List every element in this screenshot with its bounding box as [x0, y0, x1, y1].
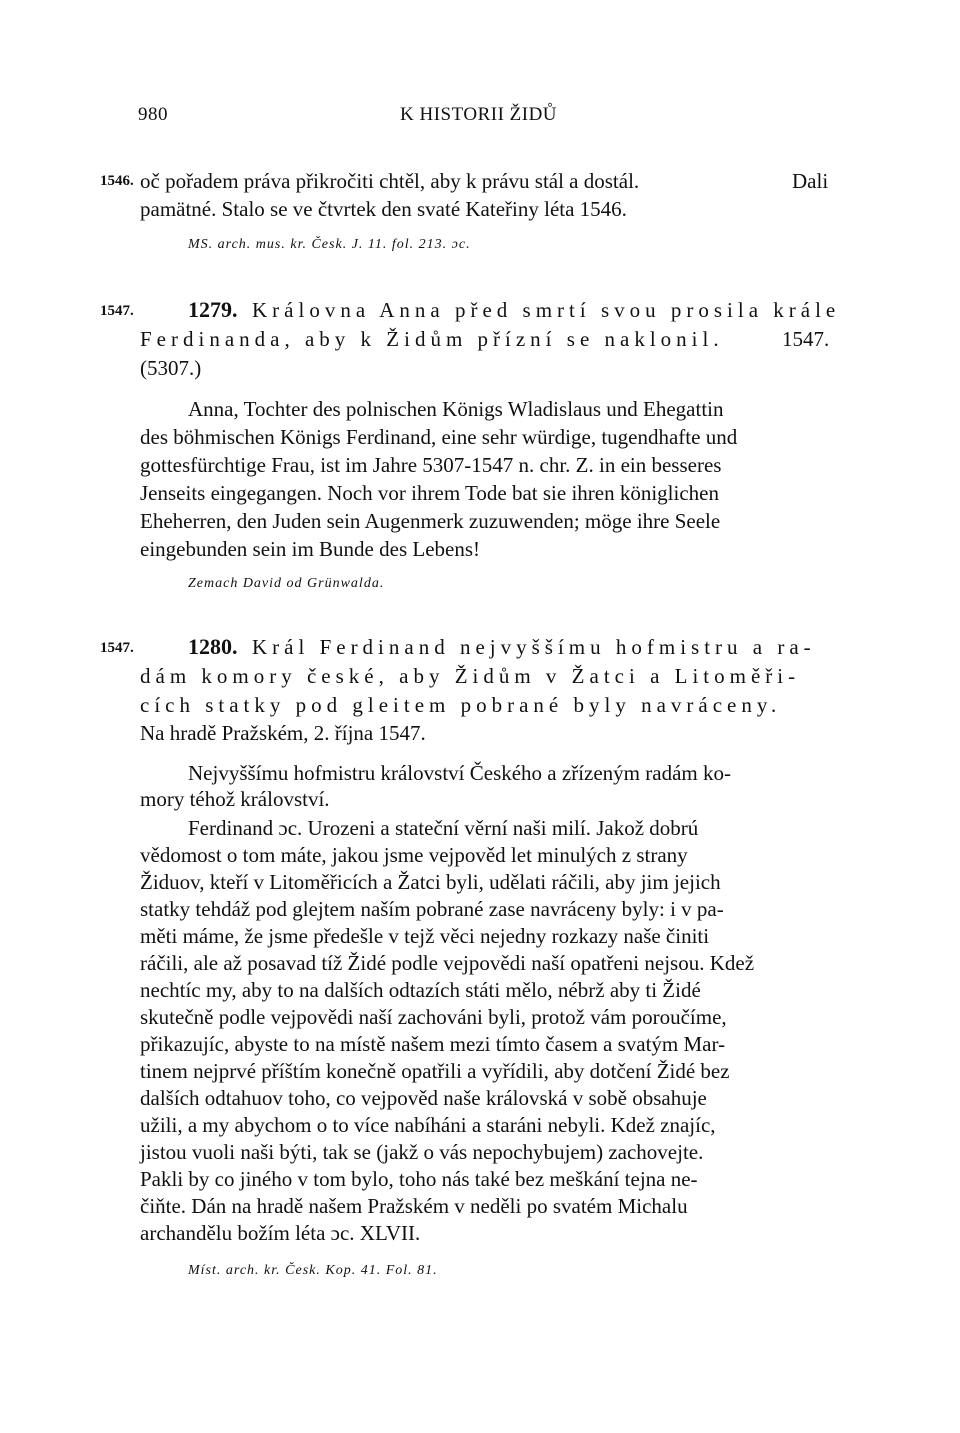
text-line: skutečně podle vejpovědi naší zachováni byli, protož vám poroučíme, — [140, 1005, 727, 1029]
text-line: Eheherren, den Juden sein Augenmerk zuzuwenden; möge ihre Seele — [140, 509, 721, 533]
text-line: Jenseits eingegangen. Noch vor ihrem Tode bat sie ihren königlichen — [140, 481, 719, 505]
entry-heading: cích statky pod gleitem pobrané byly navráceny. — [140, 693, 782, 717]
text-line: dalších odtahuov toho, co vejpověd naše královská v sobě obsahuje — [140, 1086, 707, 1110]
address-line: Nejvyššímu hofmistru království Českého a zřízeným radám ko- — [188, 761, 731, 785]
text-line: nechtíc my, aby to na dalších odtazích státi mělo, nébrž aby ti Židé — [140, 978, 701, 1002]
text-line: gottesfürchtige Frau, ist im Jahre 5307-1547 n. chr. Z. in ein besseres — [140, 453, 722, 477]
entry-heading: 1547. — [782, 327, 830, 351]
text-line: jistou vuoli naši býti, tak se (jakž o vás nepochybujem) zachovejte. — [140, 1140, 704, 1164]
page-number: 980 — [138, 104, 168, 125]
text-line: archandělu božím léta ɔc. XLVII. — [140, 1221, 421, 1245]
text-line: Dali — [792, 169, 829, 193]
entry-heading: (5307.) — [140, 356, 202, 380]
entry-number: 1280. — [188, 634, 238, 659]
margin-year: 1547. — [100, 640, 134, 656]
entry-heading: Ferdinanda, aby k Židům přízní se naklonil. — [140, 327, 724, 351]
text-line: čiňte. Dán na hradě našem Pražském v neděli po svatém Michalu — [140, 1194, 688, 1218]
text-line: ráčili, ale až posavad tíž Židé podle vejpovědi naší opatřeni nejsou. Kdež — [140, 951, 755, 975]
source-citation: Míst. arch. kr. Česk. Kop. 41. Fol. 81. — [188, 1263, 438, 1278]
address-line: mory téhož království. — [140, 787, 330, 811]
running-title: K HISTORII ŽIDŮ — [400, 104, 558, 125]
margin-year: 1547. — [100, 303, 134, 319]
text-line: des böhmischen Königs Ferdinand, eine sehr würdige, tugendhafte und — [140, 425, 738, 449]
text-line: Ferdinand ɔc. Urozeni a stateční věrní naši milí. Jakož dobrú — [188, 816, 699, 840]
margin-year: 1546. — [100, 173, 134, 189]
text-line: Pakli by co jiného v tom bylo, toho nás také bez meškání tejna ne- — [140, 1167, 698, 1191]
entry-number: 1279. — [188, 297, 238, 322]
text-line: tinem nejprvé příštím konečně opatřili a vyřídili, aby dotčení Židé bez — [140, 1059, 730, 1083]
entry-heading: Královna Anna před smrtí svou prosila krále — [252, 298, 841, 322]
text-line: Anna, Tochter des polnischen Königs Wladislaus und Ehegattin — [188, 397, 724, 421]
text-line: Židuov, kteří v Litoměřicích a Žatci byli, udělati ráčili, aby jim jejich — [140, 870, 721, 894]
text-line: přikazujíc, abyste to na místě našem mezi tímto časem a svatým Mar- — [140, 1032, 726, 1056]
text-line: eingebunden sein im Bunde des Lebens! — [140, 537, 480, 561]
source-signature: Zemach David od Grünwalda. — [188, 576, 385, 591]
text-line: statky tehdáž pod glejtem naším pobrané zase navráceny byly: i v pa- — [140, 897, 724, 921]
source-citation: MS. arch. mus. kr. Česk. J. 11. fol. 213. ɔc. — [188, 237, 471, 252]
text-line: oč pořadem práva přikročiti chtěl, aby k právu stál a dostál. — [140, 169, 640, 193]
entry-heading: dám komory české, aby Židům v Žatci a Litoměři- — [140, 664, 801, 688]
text-line: měti máme, že jsme předešle v tejž věci nejedny rozkazy naše činiti — [140, 924, 710, 948]
entry-heading: Král Ferdinand nejvyššímu hofmistru a ra- — [252, 635, 816, 659]
text-line: vědomost o tom máte, jakou jsme vejpověd let minulých z strany — [140, 843, 688, 867]
entry-heading: Na hradě Pražském, 2. října 1547. — [140, 721, 426, 745]
text-line: užili, a my abychom o to více nabíháni a staráni nebyli. Kdež znajíc, — [140, 1113, 716, 1137]
text-line: pamätné. Stalo se ve čtvrtek den svaté Kateřiny léta 1546. — [140, 197, 627, 221]
